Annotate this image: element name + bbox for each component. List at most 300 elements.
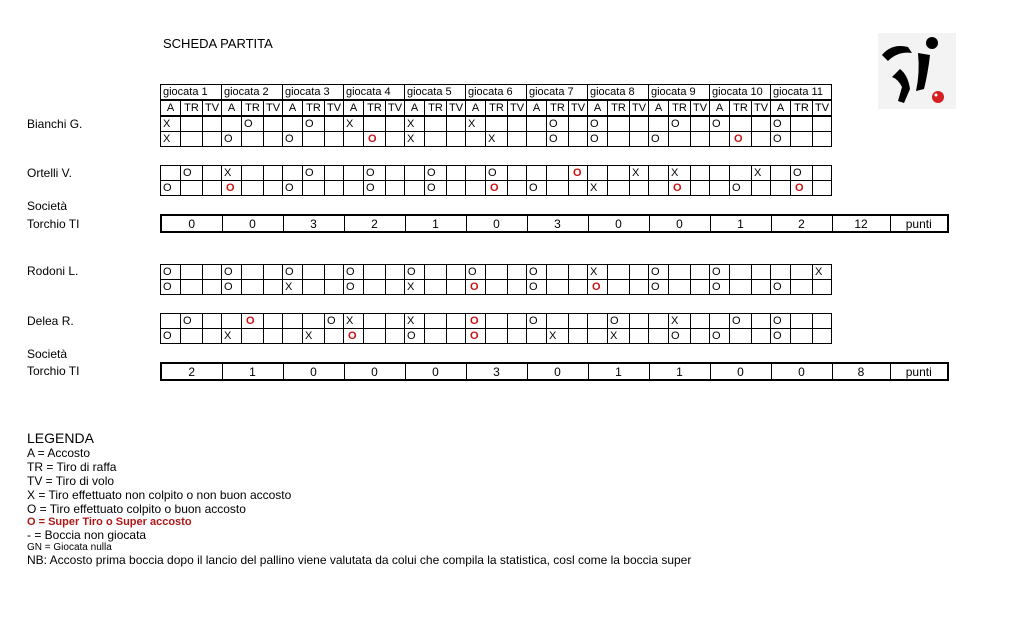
shot-cell: [203, 117, 222, 132]
giocata-score: 0: [283, 363, 344, 380]
shot-cell: O: [649, 280, 669, 295]
shot-cell: [710, 314, 730, 329]
shot-cell: [691, 265, 710, 280]
shot-cell: [264, 166, 283, 181]
shot-cell: O: [588, 280, 608, 295]
shot-cell: [486, 265, 508, 280]
shot-cell: [425, 265, 447, 280]
shot-cell: O: [364, 181, 386, 196]
shot-cell: X: [813, 265, 832, 280]
giocata-header: giocata 8: [588, 85, 649, 101]
shot-cell: [508, 117, 527, 132]
shot-cell: X: [222, 329, 242, 344]
giocata-header: giocata 4: [344, 85, 405, 101]
total-score: 12: [832, 215, 890, 232]
shot-cell: [630, 132, 649, 147]
shot-cell: O: [710, 265, 730, 280]
shot-cell: [791, 314, 813, 329]
giocata-score: 1: [405, 215, 466, 232]
legend: [27, 430, 691, 567]
shot-row: [161, 166, 832, 181]
shot-cell: [813, 280, 832, 295]
shot-cell: [264, 280, 283, 295]
shot-cell: [569, 329, 588, 344]
shot-cell: [791, 132, 813, 147]
shot-cell: O: [222, 280, 242, 295]
shot-cell: X: [669, 314, 691, 329]
shot-cell: [203, 265, 222, 280]
shot-cell: [486, 314, 508, 329]
shot-type-header: TV: [569, 100, 588, 116]
giocata-score: 1: [649, 363, 710, 380]
shot-cell: O: [710, 117, 730, 132]
shot-cell: [386, 132, 405, 147]
shot-cell: O: [569, 166, 588, 181]
shot-cell: O: [242, 117, 264, 132]
giocata-score: 0: [161, 215, 222, 232]
shot-cell: [527, 117, 547, 132]
giocata-header: giocata 7: [527, 85, 588, 101]
shot-row: [161, 132, 832, 147]
shot-cell: [303, 132, 325, 147]
shot-cell: X: [669, 166, 691, 181]
shot-cell: [242, 329, 264, 344]
page-title: SCHEDA PARTITA: [163, 36, 273, 51]
team-label-1: Società: [27, 199, 68, 213]
shot-cell: [181, 329, 203, 344]
shot-type-header: TR: [547, 100, 569, 116]
shot-cell: O: [181, 166, 203, 181]
shot-cell: [752, 265, 771, 280]
shot-cell: [486, 280, 508, 295]
shot-type-header: TV: [447, 100, 466, 116]
shot-cell: [669, 265, 691, 280]
score-row-2: [160, 362, 949, 381]
shot-cell: O: [161, 181, 181, 196]
shot-cell: [527, 166, 547, 181]
shot-cell: [264, 117, 283, 132]
shot-cell: [569, 181, 588, 196]
shot-cell: [730, 280, 752, 295]
shot-type-header: TR: [425, 100, 447, 116]
giocata-score: 3: [283, 215, 344, 232]
shot-cell: O: [425, 181, 447, 196]
shot-cell: [386, 181, 405, 196]
shot-cell: O: [303, 166, 325, 181]
shot-row: [161, 181, 832, 196]
shot-cell: [630, 265, 649, 280]
shot-cell: [325, 181, 344, 196]
shot-cell: [325, 132, 344, 147]
shot-cell: X: [222, 166, 242, 181]
shot-cell: O: [364, 132, 386, 147]
shot-cell: [691, 166, 710, 181]
shot-cell: [710, 132, 730, 147]
shot-cell: [283, 117, 303, 132]
shot-row: [161, 314, 832, 329]
shot-cell: [630, 181, 649, 196]
shot-cell: [222, 314, 242, 329]
shot-cell: X: [588, 181, 608, 196]
giocata-header: giocata 9: [649, 85, 710, 101]
shot-grid-delea: [160, 313, 832, 344]
team-name-1: Torchio TI: [27, 217, 80, 231]
shot-grid-bianchi: [160, 116, 832, 147]
shot-type-header: TV: [630, 100, 649, 116]
shot-cell: [813, 181, 832, 196]
shot-cell: X: [405, 280, 425, 295]
shot-type-header: A: [466, 100, 486, 116]
shot-cell: O: [649, 132, 669, 147]
shot-cell: O: [222, 181, 242, 196]
shot-cell: [425, 280, 447, 295]
player-name-ortelli: Ortelli V.: [27, 166, 72, 180]
shot-cell: [630, 280, 649, 295]
shot-cell: [508, 132, 527, 147]
shot-cell: [425, 314, 447, 329]
shot-cell: [242, 181, 264, 196]
shot-cell: O: [791, 181, 813, 196]
shot-cell: [425, 117, 447, 132]
legend-nb: NB: Accosto prima boccia dopo il lancio del pallino viene valutata da colui che compila la statistica, cosl come la boccia super: [27, 553, 692, 567]
shot-cell: X: [752, 166, 771, 181]
shot-cell: [527, 132, 547, 147]
shot-cell: O: [242, 314, 264, 329]
shot-cell: [325, 117, 344, 132]
shot-cell: O: [344, 265, 364, 280]
shot-cell: [547, 181, 569, 196]
shot-cell: [813, 166, 832, 181]
shot-cell: [730, 265, 752, 280]
shot-cell: [608, 132, 630, 147]
shot-cell: [569, 265, 588, 280]
shot-cell: [264, 329, 283, 344]
shot-cell: [710, 166, 730, 181]
shot-cell: [791, 280, 813, 295]
shot-cell: [264, 314, 283, 329]
shot-cell: O: [710, 329, 730, 344]
giocata-score: 2: [771, 215, 832, 232]
shot-cell: O: [730, 314, 752, 329]
shot-cell: O: [486, 181, 508, 196]
player-name-bianchi: Bianchi G.: [27, 117, 83, 131]
shot-cell: [813, 314, 832, 329]
shot-type-header: TR: [791, 100, 813, 116]
giocata-score: 2: [344, 215, 405, 232]
shot-cell: [649, 329, 669, 344]
shot-cell: [425, 329, 447, 344]
shot-cell: [508, 181, 527, 196]
shot-cell: [771, 166, 791, 181]
shot-cell: [630, 329, 649, 344]
legend-tv: TV = Tiro di volo: [27, 474, 115, 488]
shot-cell: [669, 280, 691, 295]
shot-cell: O: [669, 117, 691, 132]
shot-cell: [203, 280, 222, 295]
giocata-score: 1: [588, 363, 649, 380]
shot-cell: [447, 117, 466, 132]
giocata-header: giocata 2: [222, 85, 283, 101]
giocata-score: 0: [527, 363, 588, 380]
shot-cell: [752, 181, 771, 196]
shot-cell: [730, 166, 752, 181]
shot-cell: [691, 132, 710, 147]
shot-cell: [325, 329, 344, 344]
shot-cell: [547, 314, 569, 329]
shot-cell: [771, 265, 791, 280]
shot-cell: O: [466, 265, 486, 280]
shot-cell: [203, 329, 222, 344]
shot-type-header: TV: [386, 100, 405, 116]
legend-title: LEGENDA: [27, 430, 94, 446]
shot-cell: [181, 280, 203, 295]
shot-cell: O: [466, 314, 486, 329]
shot-cell: [466, 166, 486, 181]
shot-cell: O: [344, 280, 364, 295]
shot-cell: [791, 329, 813, 344]
legend-dash: - = Boccia non giocata: [27, 528, 147, 542]
shot-cell: O: [222, 132, 242, 147]
shot-cell: [283, 329, 303, 344]
shot-row: [161, 329, 832, 344]
shot-cell: [630, 117, 649, 132]
shot-type-header: A: [344, 100, 364, 116]
score-row-1: [160, 214, 949, 233]
shot-type-header: A: [710, 100, 730, 116]
shot-cell: O: [405, 329, 425, 344]
shot-type-header: A: [771, 100, 791, 116]
legend-tr: TR = Tiro di raffa: [27, 460, 117, 474]
shot-cell: [691, 181, 710, 196]
shot-cell: [569, 280, 588, 295]
shot-cell: [508, 329, 527, 344]
shot-row: [161, 117, 832, 132]
shot-cell: O: [771, 280, 791, 295]
shot-cell: [425, 132, 447, 147]
shot-cell: O: [771, 329, 791, 344]
shot-row: [161, 265, 832, 280]
shot-type-header: A: [405, 100, 425, 116]
shot-cell: [813, 132, 832, 147]
shot-cell: O: [588, 117, 608, 132]
shot-type-header: TR: [486, 100, 508, 116]
shot-cell: [649, 181, 669, 196]
shot-cell: [730, 329, 752, 344]
shot-cell: O: [730, 132, 752, 147]
shot-cell: [405, 166, 425, 181]
shot-type-header: A: [222, 100, 242, 116]
shot-type-header: A: [649, 100, 669, 116]
shot-cell: [813, 117, 832, 132]
shot-cell: [608, 265, 630, 280]
shot-cell: [569, 314, 588, 329]
shot-cell: X: [303, 329, 325, 344]
shot-cell: [181, 181, 203, 196]
shot-grid-ortelli: [160, 165, 832, 196]
giocata-score: 0: [344, 363, 405, 380]
shot-cell: [264, 181, 283, 196]
shot-cell: X: [405, 132, 425, 147]
shot-cell: O: [325, 314, 344, 329]
shot-cell: O: [161, 280, 181, 295]
shot-cell: X: [630, 166, 649, 181]
legend-super: O = Super Tiro o Super accosto: [27, 516, 192, 528]
shot-cell: [547, 265, 569, 280]
shot-cell: [344, 166, 364, 181]
player-name-delea: Delea R.: [27, 314, 74, 328]
shot-cell: [386, 117, 405, 132]
shot-cell: [588, 166, 608, 181]
giocata-score: 3: [527, 215, 588, 232]
shot-cell: [325, 265, 344, 280]
shot-cell: O: [730, 181, 752, 196]
shot-type-header: TV: [752, 100, 771, 116]
shot-cell: O: [547, 132, 569, 147]
shot-cell: [691, 280, 710, 295]
shot-cell: [325, 166, 344, 181]
shot-cell: O: [527, 314, 547, 329]
giocata-score: 0: [222, 215, 283, 232]
shot-cell: [364, 265, 386, 280]
shot-cell: [386, 280, 405, 295]
shot-cell: [203, 181, 222, 196]
shot-cell: O: [669, 181, 691, 196]
points-label: punti: [890, 363, 948, 380]
shot-cell: O: [527, 265, 547, 280]
shot-cell: O: [405, 265, 425, 280]
shot-cell: [203, 166, 222, 181]
shot-cell: [242, 166, 264, 181]
shot-row: [161, 280, 832, 295]
shot-type-header: A: [283, 100, 303, 116]
shot-cell: [649, 117, 669, 132]
shot-cell: O: [364, 166, 386, 181]
shot-cell: [813, 329, 832, 344]
shot-cell: [364, 314, 386, 329]
shot-cell: O: [771, 132, 791, 147]
shot-type-header: TV: [264, 100, 283, 116]
shot-cell: X: [161, 117, 181, 132]
shot-cell: X: [608, 329, 630, 344]
legend-o: O = Tiro effettuato colpito o buon accosto: [27, 502, 246, 516]
shot-cell: [669, 132, 691, 147]
shot-cell: [447, 265, 466, 280]
shot-cell: [203, 132, 222, 147]
shot-cell: O: [425, 166, 447, 181]
shot-cell: O: [771, 314, 791, 329]
shot-cell: X: [283, 280, 303, 295]
shot-cell: [486, 329, 508, 344]
shot-type-header: TR: [242, 100, 264, 116]
shot-cell: X: [547, 329, 569, 344]
shot-cell: [752, 329, 771, 344]
player-name-rodoni: Rodoni L.: [27, 264, 79, 278]
shot-cell: X: [161, 132, 181, 147]
shot-cell: [710, 181, 730, 196]
shot-cell: O: [649, 265, 669, 280]
shot-cell: X: [344, 117, 364, 132]
shot-cell: [508, 265, 527, 280]
shot-cell: [608, 166, 630, 181]
giocata-score: 0: [710, 363, 771, 380]
shot-cell: O: [466, 280, 486, 295]
shot-cell: [527, 329, 547, 344]
shot-cell: [222, 117, 242, 132]
shot-cell: [649, 314, 669, 329]
giocata-score: 3: [466, 363, 527, 380]
total-score: 8: [832, 363, 890, 380]
shot-cell: [405, 181, 425, 196]
shot-cell: O: [710, 280, 730, 295]
shot-cell: [608, 181, 630, 196]
giocata-score: 1: [222, 363, 283, 380]
shot-cell: [447, 314, 466, 329]
shot-type-header: A: [527, 100, 547, 116]
shot-cell: [242, 132, 264, 147]
shot-cell: [791, 265, 813, 280]
shot-type-header: TV: [813, 100, 832, 116]
shot-type-header: TR: [669, 100, 691, 116]
shot-cell: O: [669, 329, 691, 344]
shot-cell: [466, 132, 486, 147]
legend-a: A = Accosto: [27, 446, 91, 460]
shot-cell: O: [486, 166, 508, 181]
shot-type-header: TR: [303, 100, 325, 116]
shot-cell: [588, 314, 608, 329]
shot-cell: [264, 265, 283, 280]
shot-cell: [181, 117, 203, 132]
shot-type-header: TR: [364, 100, 386, 116]
shot-cell: [752, 314, 771, 329]
shot-cell: O: [283, 132, 303, 147]
shot-cell: [691, 329, 710, 344]
giocata-header: giocata 6: [466, 85, 527, 101]
shot-type-header: A: [161, 100, 181, 116]
giocata-header: giocata 3: [283, 85, 344, 101]
shot-cell: [447, 132, 466, 147]
shot-cell: [752, 117, 771, 132]
shot-cell: O: [283, 181, 303, 196]
shot-cell: X: [405, 314, 425, 329]
shot-cell: [364, 329, 386, 344]
shot-cell: [447, 329, 466, 344]
shot-cell: O: [547, 117, 569, 132]
giocata-score: 0: [649, 215, 710, 232]
shot-cell: [466, 181, 486, 196]
shot-cell: [569, 117, 588, 132]
shot-cell: [161, 314, 181, 329]
shot-cell: [649, 166, 669, 181]
shot-cell: O: [608, 314, 630, 329]
shot-cell: [203, 314, 222, 329]
shot-cell: [181, 132, 203, 147]
shot-cell: [303, 280, 325, 295]
shot-cell: [447, 166, 466, 181]
shot-cell: [588, 329, 608, 344]
shot-cell: [691, 314, 710, 329]
shot-type-header: A: [588, 100, 608, 116]
shot-cell: [508, 166, 527, 181]
shot-type-header: TV: [508, 100, 527, 116]
shot-cell: [242, 265, 264, 280]
shot-cell: [547, 280, 569, 295]
shot-cell: O: [161, 329, 181, 344]
shot-cell: [283, 314, 303, 329]
giocata-score: 0: [771, 363, 832, 380]
shot-cell: O: [588, 132, 608, 147]
giocata-score: 0: [588, 215, 649, 232]
shot-cell: O: [527, 280, 547, 295]
